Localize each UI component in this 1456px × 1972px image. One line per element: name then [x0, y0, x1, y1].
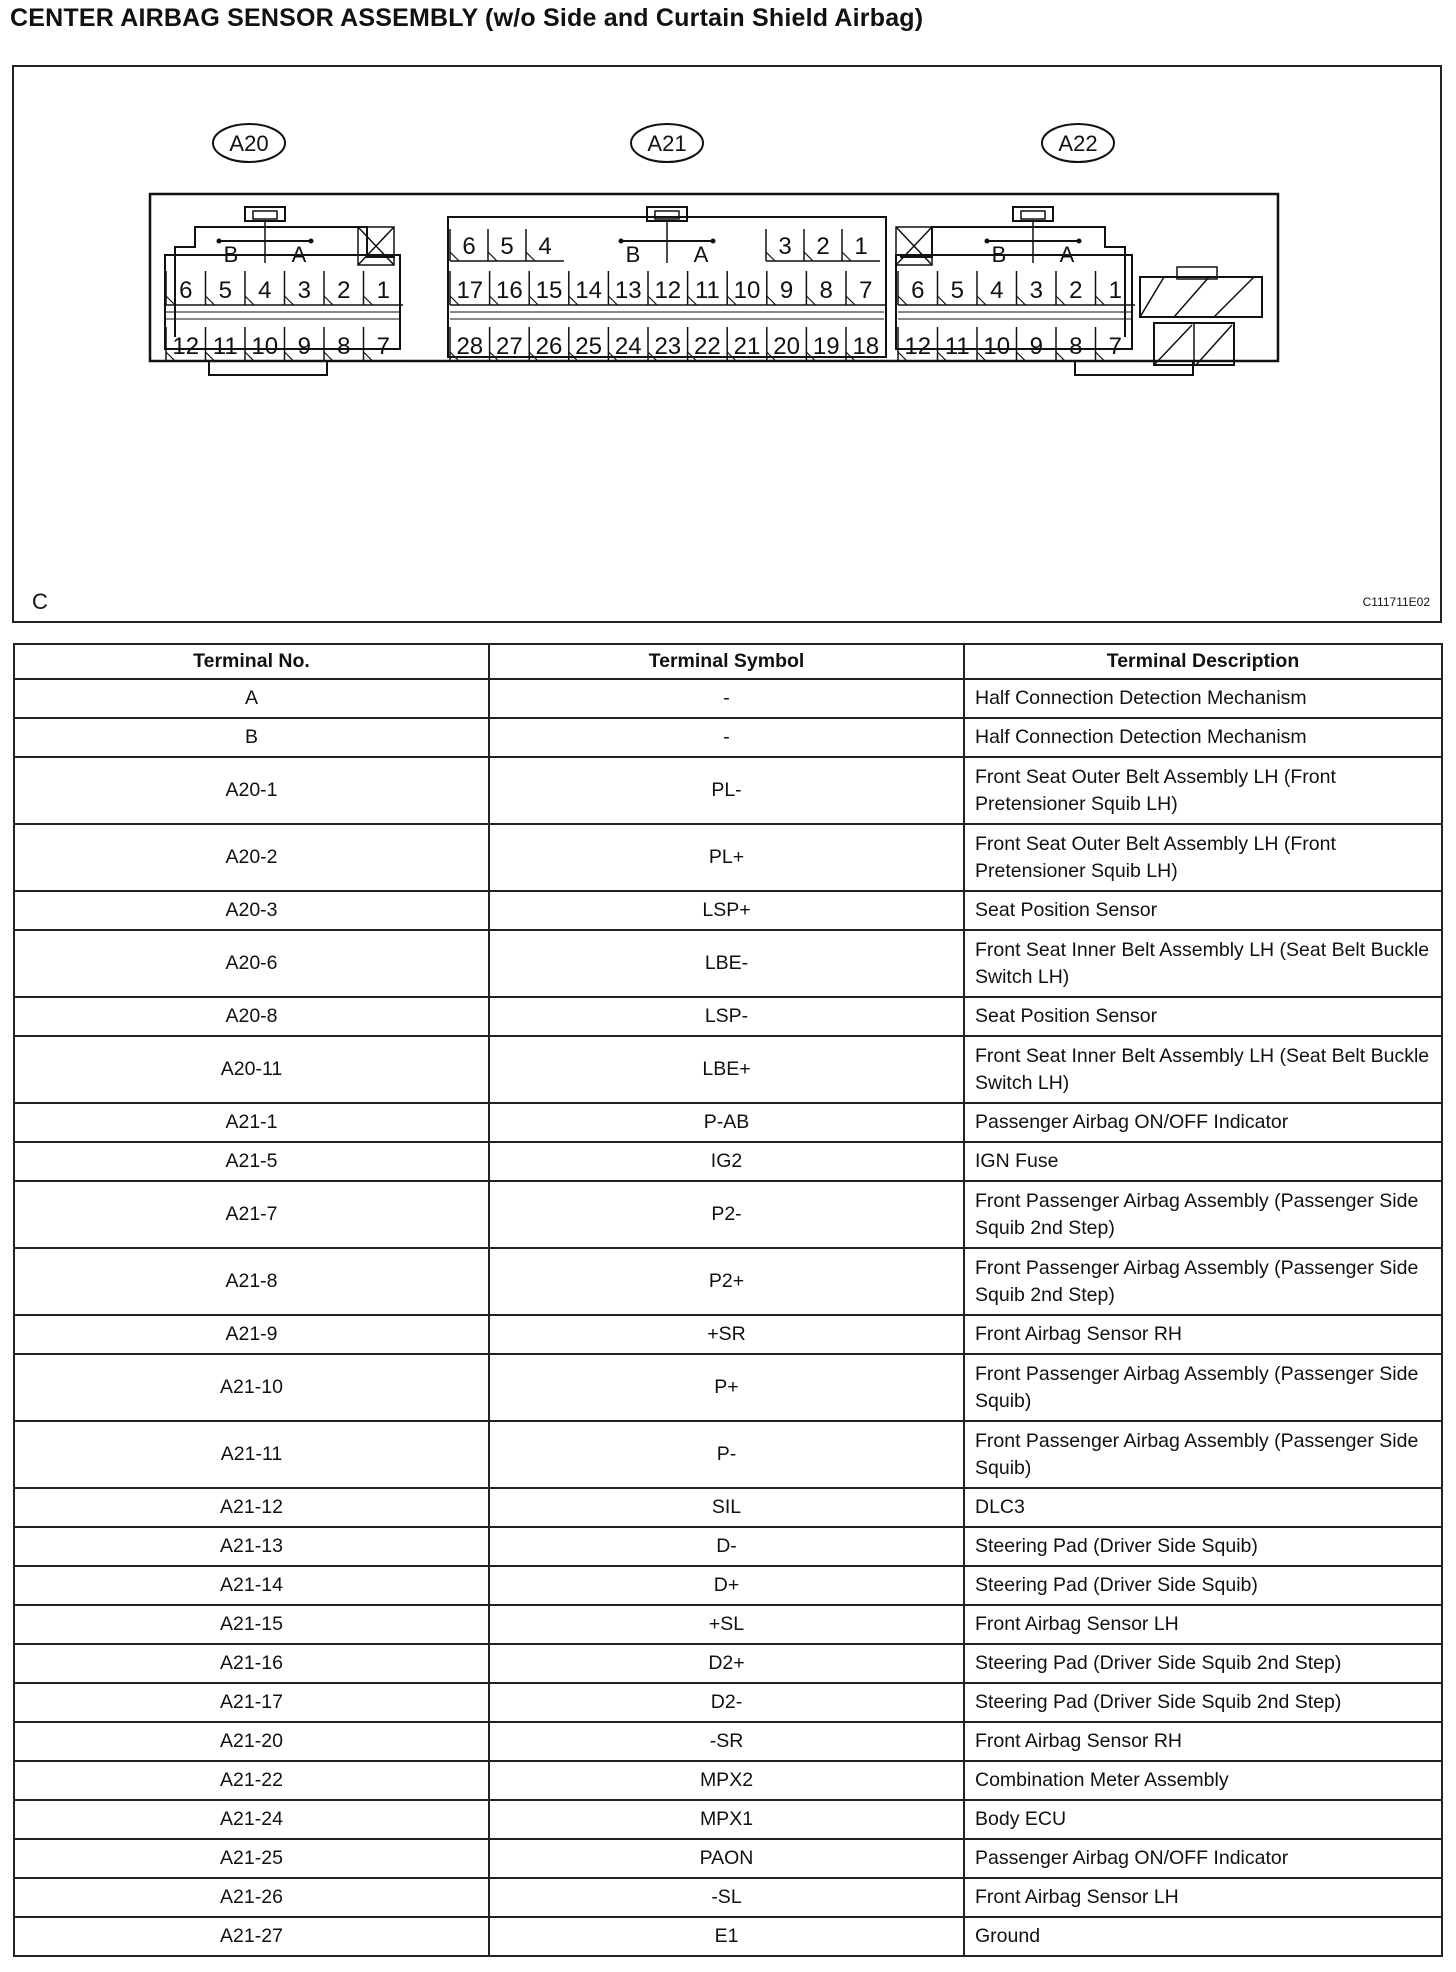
terminal-symbol-cell: D2-	[489, 1683, 964, 1722]
pin-number: 13	[614, 277, 642, 304]
mount-foot	[1075, 361, 1193, 375]
terminal-no-cell: A21-8	[14, 1248, 489, 1315]
pin-number: 2	[816, 233, 830, 260]
terminal-description-cell: Front Airbag Sensor RH	[964, 1722, 1442, 1761]
terminal-description-cell: Half Connection Detection Mechanism	[964, 718, 1442, 757]
pin-chamfer	[1056, 352, 1065, 361]
pin-number: 21	[733, 333, 761, 360]
pin-chamfer	[806, 296, 815, 305]
terminal-no-cell: A20-2	[14, 824, 489, 891]
terminal-symbol-cell: P+	[489, 1354, 964, 1421]
table-row	[14, 1722, 1442, 1761]
terminal-description-cell: Front Passenger Airbag Assembly (Passenger Side Squib 2nd Step)	[964, 1248, 1442, 1315]
table-row	[14, 1839, 1442, 1878]
pin-number: 2	[1069, 277, 1083, 304]
terminal-symbol-cell: D-	[489, 1527, 964, 1566]
terminal-symbol-cell: P2-	[489, 1181, 964, 1248]
latch-dot	[217, 239, 222, 244]
terminal-no-cell: A21-11	[14, 1421, 489, 1488]
table-row	[14, 757, 1442, 824]
table-row	[14, 679, 1442, 718]
table-row	[14, 1421, 1442, 1488]
terminal-description-cell: Steering Pad (Driver Side Squib)	[964, 1527, 1442, 1566]
latch-inner	[253, 211, 277, 219]
pin-chamfer	[1017, 352, 1026, 361]
terminal-no-cell: A21-24	[14, 1800, 489, 1839]
terminal-symbol-cell: LSP+	[489, 891, 964, 930]
terminal-symbol-cell: P-	[489, 1421, 964, 1488]
figure-corner-letter: C	[32, 589, 48, 614]
terminal-description-cell: Body ECU	[964, 1800, 1442, 1839]
pin-number: 1	[854, 233, 868, 260]
terminal-symbol-cell: E1	[489, 1917, 964, 1956]
terminal-no-cell: A20-1	[14, 757, 489, 824]
terminal-symbol-cell: +SR	[489, 1315, 964, 1354]
pin-number: 22	[694, 333, 721, 360]
terminal-symbol-cell: P-AB	[489, 1103, 964, 1142]
terminal-no-cell: A21-5	[14, 1142, 489, 1181]
pin-chamfer	[846, 296, 855, 305]
terminal-no-cell: A21-15	[14, 1605, 489, 1644]
terminal-no-cell: A21-1	[14, 1103, 489, 1142]
terminal-no-cell: A21-10	[14, 1354, 489, 1421]
pin-number: 7	[859, 277, 873, 304]
pin-chamfer	[285, 352, 294, 361]
pin-chamfer	[842, 252, 851, 261]
pin-chamfer	[526, 252, 535, 261]
terminal-description-cell: Front Seat Outer Belt Assembly LH (Front Pretensioner Squib LH)	[964, 757, 1442, 824]
latch-label: A	[693, 242, 709, 267]
terminal-symbol-cell: +SL	[489, 1605, 964, 1644]
terminal-symbol-cell: LBE+	[489, 1036, 964, 1103]
terminal-description-cell: Ground	[964, 1917, 1442, 1956]
pin-chamfer	[938, 296, 947, 305]
connector-figure	[12, 65, 1442, 623]
table-row	[14, 1315, 1442, 1354]
terminal-description-cell: Front Passenger Airbag Assembly (Passenger Side Squib)	[964, 1354, 1442, 1421]
pin-number: 28	[456, 333, 484, 360]
terminal-no-cell: A21-22	[14, 1761, 489, 1800]
terminal-description-cell: Front Airbag Sensor LH	[964, 1878, 1442, 1917]
pin-number: 9	[297, 333, 311, 360]
terminal-no-cell: A	[14, 679, 489, 718]
terminal-description-cell: Front Passenger Airbag Assembly (Passenger Side Squib)	[964, 1421, 1442, 1488]
terminal-symbol-cell: PAON	[489, 1839, 964, 1878]
terminal-no-cell: A21-20	[14, 1722, 489, 1761]
terminal-symbol-cell: P2+	[489, 1248, 964, 1315]
pin-number: 7	[1108, 333, 1122, 360]
latch-dot	[1077, 239, 1082, 244]
pin-number: 10	[983, 333, 1011, 360]
pin-number: 12	[654, 277, 682, 304]
pin-chamfer	[324, 296, 333, 305]
pin-number: 10	[251, 333, 279, 360]
pin-number: 12	[172, 333, 200, 360]
pin-number: 4	[990, 277, 1004, 304]
figure-id: C111711E02	[1362, 595, 1430, 609]
connector-label: A21	[647, 131, 687, 156]
side-connector-hatch	[1140, 277, 1164, 317]
terminal-description-cell: Front Passenger Airbag Assembly (Passenger Side Squib 2nd Step)	[964, 1181, 1442, 1248]
pin-number: 25	[575, 333, 602, 360]
pin-chamfer	[364, 352, 373, 361]
pin-number: 23	[654, 333, 682, 360]
latch-label: B	[625, 242, 641, 267]
pin-number: 5	[500, 233, 514, 260]
pin-number: 1	[376, 277, 390, 304]
pin-number: 15	[535, 277, 563, 304]
table-row	[14, 1248, 1442, 1315]
terminal-no-cell: A20-8	[14, 997, 489, 1036]
terminal-description-cell: Passenger Airbag ON/OFF Indicator	[964, 1103, 1442, 1142]
pin-number: 27	[496, 333, 523, 360]
terminal-no-cell: A21-26	[14, 1878, 489, 1917]
pin-chamfer	[804, 252, 813, 261]
terminal-description-cell: Steering Pad (Driver Side Squib 2nd Step)	[964, 1683, 1442, 1722]
pin-chamfer	[245, 296, 254, 305]
terminal-symbol-cell: IG2	[489, 1142, 964, 1181]
latch-dot	[711, 239, 716, 244]
table-row	[14, 1566, 1442, 1605]
terminal-description-cell: Steering Pad (Driver Side Squib 2nd Step)	[964, 1644, 1442, 1683]
connector-label: A22	[1058, 131, 1098, 156]
table-row	[14, 1800, 1442, 1839]
terminal-symbol-cell: LBE-	[489, 930, 964, 997]
connector-diagram	[14, 67, 1440, 621]
terminal-symbol-cell: -SR	[489, 1722, 964, 1761]
terminal-symbol-cell: -SL	[489, 1878, 964, 1917]
terminal-no-cell: A20-11	[14, 1036, 489, 1103]
table-row	[14, 1142, 1442, 1181]
table-row	[14, 891, 1442, 930]
pin-number: 3	[297, 277, 311, 304]
latch-dot	[619, 239, 624, 244]
terminal-symbol-cell: LSP-	[489, 997, 964, 1036]
terminal-no-cell: A21-12	[14, 1488, 489, 1527]
table-row	[14, 1488, 1442, 1527]
header-terminal-no: Terminal No.	[14, 644, 489, 679]
table-row	[14, 1036, 1442, 1103]
terminal-no-cell: A21-7	[14, 1181, 489, 1248]
terminal-description-cell: DLC3	[964, 1488, 1442, 1527]
pin-chamfer	[450, 252, 459, 261]
connector-label: A20	[229, 131, 269, 156]
pin-number: 14	[575, 277, 602, 304]
terminal-no-cell: A21-27	[14, 1917, 489, 1956]
table-row	[14, 1103, 1442, 1142]
pin-chamfer	[206, 296, 215, 305]
table-header-row	[14, 644, 1442, 679]
terminal-no-cell: A21-25	[14, 1839, 489, 1878]
terminal-table	[13, 643, 1443, 1957]
table-row	[14, 997, 1442, 1036]
pin-chamfer	[1096, 296, 1105, 305]
pin-number: 3	[1029, 277, 1043, 304]
terminal-no-cell: B	[14, 718, 489, 757]
latch-label: B	[223, 242, 239, 267]
pin-number: 5	[950, 277, 964, 304]
pin-number: 19	[812, 333, 840, 360]
terminal-no-cell: A20-6	[14, 930, 489, 997]
connector-a20-body	[165, 255, 400, 349]
pin-chamfer	[977, 296, 986, 305]
terminal-no-cell: A21-14	[14, 1566, 489, 1605]
pin-number: 1	[1108, 277, 1122, 304]
terminal-symbol-cell: -	[489, 679, 964, 718]
terminal-symbol-cell: MPX1	[489, 1800, 964, 1839]
terminal-description-cell: Seat Position Sensor	[964, 997, 1442, 1036]
terminal-no-cell: A21-17	[14, 1683, 489, 1722]
terminal-description-cell: Steering Pad (Driver Side Squib)	[964, 1566, 1442, 1605]
housing-outline	[900, 227, 1125, 337]
pin-chamfer	[766, 252, 775, 261]
table-row	[14, 824, 1442, 891]
terminal-no-cell: A20-3	[14, 891, 489, 930]
pin-number: 26	[535, 333, 563, 360]
terminal-symbol-cell: PL+	[489, 824, 964, 891]
pin-number: 24	[614, 333, 642, 360]
pin-number: 11	[694, 277, 720, 304]
header-terminal-symbol: Terminal Symbol	[489, 644, 964, 679]
terminal-description-cell: Seat Position Sensor	[964, 891, 1442, 930]
pin-chamfer	[285, 296, 294, 305]
pin-number: 18	[852, 333, 880, 360]
terminal-symbol-cell: D2+	[489, 1644, 964, 1683]
pin-number: 2	[337, 277, 351, 304]
pin-chamfer	[166, 296, 175, 305]
table-row	[14, 1181, 1442, 1248]
table-row	[14, 1917, 1442, 1956]
pin-number: 10	[733, 277, 761, 304]
pin-number: 9	[779, 277, 794, 304]
side-connector-hatch	[1196, 325, 1232, 365]
pin-number: 9	[1029, 333, 1043, 360]
pin-chamfer	[1056, 296, 1065, 305]
side-connector-top	[1140, 277, 1262, 317]
latch-label: A	[291, 242, 307, 267]
pin-number: 4	[538, 233, 552, 260]
header-terminal-description: Terminal Description	[964, 644, 1442, 679]
side-connector-hatch	[1214, 277, 1254, 317]
pin-chamfer	[1017, 296, 1026, 305]
terminal-no-cell: A21-9	[14, 1315, 489, 1354]
pin-chamfer	[767, 296, 776, 305]
page-title: CENTER AIRBAG SENSOR ASSEMBLY (w/o Side and Curtain Shield Airbag)	[10, 4, 924, 32]
terminal-symbol-cell: PL-	[489, 757, 964, 824]
pin-number: 8	[819, 277, 833, 304]
latch-label: B	[991, 242, 1007, 267]
side-connector-hatch	[1154, 325, 1192, 365]
table-row	[14, 1605, 1442, 1644]
terminal-symbol-cell: SIL	[489, 1488, 964, 1527]
table-row	[14, 1761, 1442, 1800]
pin-number: 8	[337, 333, 351, 360]
side-connector-hatch	[1174, 277, 1209, 317]
pin-number: 6	[911, 277, 925, 304]
table-row	[14, 1644, 1442, 1683]
pin-chamfer	[324, 352, 333, 361]
pin-chamfer	[898, 296, 907, 305]
terminal-description-cell: Front Seat Inner Belt Assembly LH (Seat Belt Buckle Switch LH)	[964, 930, 1442, 997]
table-row	[14, 930, 1442, 997]
pin-number: 3	[778, 233, 792, 260]
terminal-symbol-cell: D+	[489, 1566, 964, 1605]
pin-chamfer	[488, 252, 497, 261]
table-row	[14, 718, 1442, 757]
terminal-no-cell: A21-13	[14, 1527, 489, 1566]
latch-dot	[985, 239, 990, 244]
latch-dot	[309, 239, 314, 244]
terminal-description-cell: Half Connection Detection Mechanism	[964, 679, 1442, 718]
pin-number: 16	[496, 277, 523, 304]
terminal-description-cell: Passenger Airbag ON/OFF Indicator	[964, 1839, 1442, 1878]
pin-number: 8	[1069, 333, 1083, 360]
pin-chamfer	[364, 296, 373, 305]
table-row	[14, 1354, 1442, 1421]
terminal-description-cell: Front Seat Inner Belt Assembly LH (Seat Belt Buckle Switch LH)	[964, 1036, 1442, 1103]
terminal-description-cell: IGN Fuse	[964, 1142, 1442, 1181]
table-row	[14, 1527, 1442, 1566]
pin-number: 12	[904, 333, 932, 360]
terminal-description-cell: Front Airbag Sensor LH	[964, 1605, 1442, 1644]
connector-a22-body	[896, 255, 1132, 349]
pin-number: 17	[456, 277, 484, 304]
pin-number: 5	[218, 277, 232, 304]
latch-label: A	[1059, 242, 1075, 267]
terminal-description-cell: Front Airbag Sensor RH	[964, 1315, 1442, 1354]
terminal-no-cell: A21-16	[14, 1644, 489, 1683]
terminal-description-cell: Combination Meter Assembly	[964, 1761, 1442, 1800]
pin-number: 4	[258, 277, 272, 304]
pin-number: 20	[773, 333, 800, 360]
terminal-symbol-cell: MPX2	[489, 1761, 964, 1800]
pin-number: 11	[212, 333, 238, 360]
pin-number: 7	[376, 333, 390, 360]
mount-foot	[209, 361, 327, 375]
table-row	[14, 1683, 1442, 1722]
pin-number: 11	[944, 333, 970, 360]
table-row	[14, 1878, 1442, 1917]
pin-number: 6	[462, 233, 476, 260]
pin-number: 6	[179, 277, 193, 304]
pin-chamfer	[1096, 352, 1105, 361]
terminal-description-cell: Front Seat Outer Belt Assembly LH (Front Pretensioner Squib LH)	[964, 824, 1442, 891]
terminal-symbol-cell: -	[489, 718, 964, 757]
latch-inner	[1021, 211, 1045, 219]
